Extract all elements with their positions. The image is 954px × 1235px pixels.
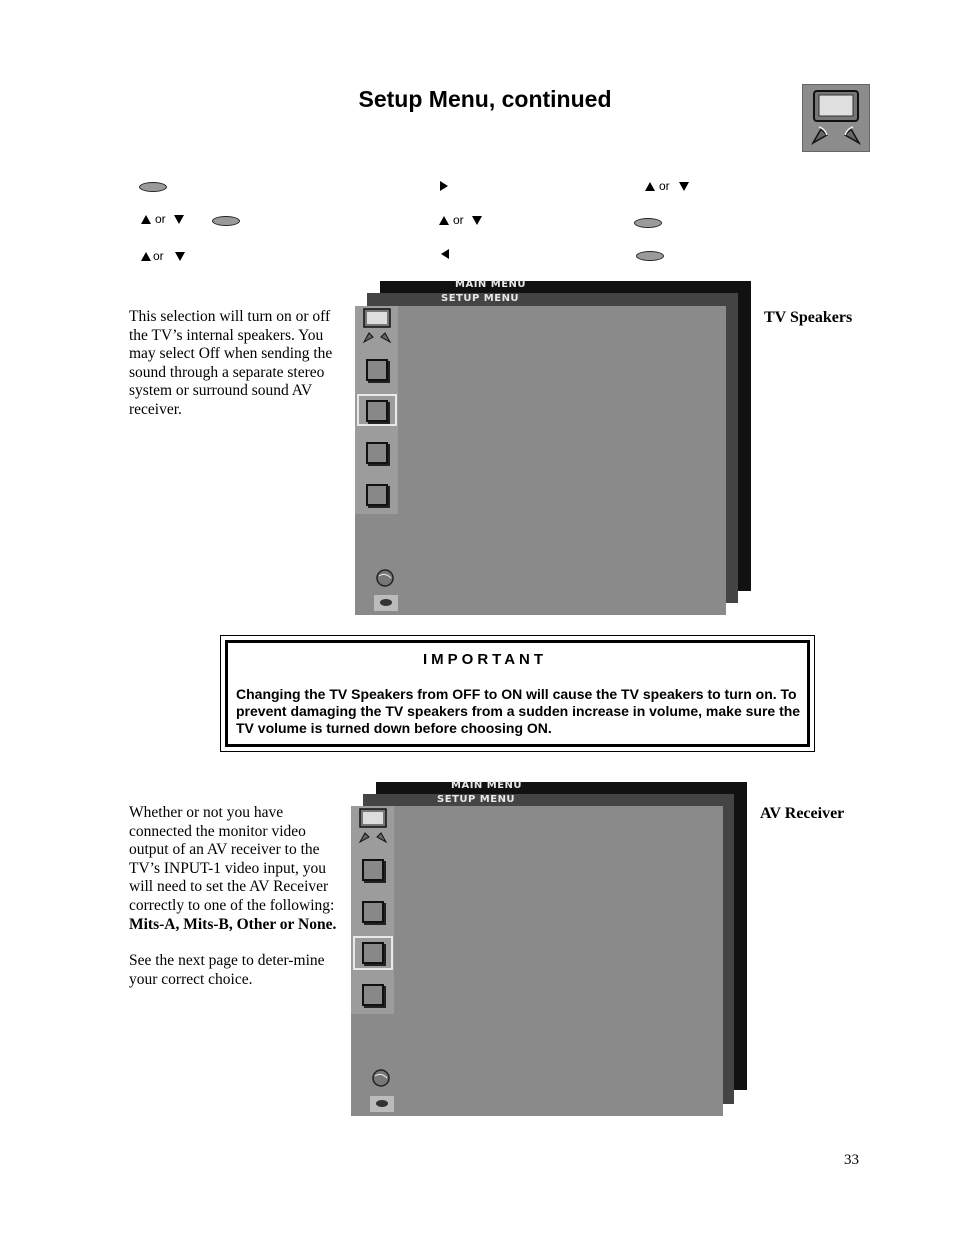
menu-book-icon (366, 400, 388, 422)
main-menu-title: MAIN MENU (451, 780, 523, 791)
remote-button-icon (139, 182, 167, 192)
av-receiver-note: See the next page to deter-mine your correct choice. (129, 952, 325, 988)
down-arrow-icon (175, 252, 185, 261)
setup-menu-title: SETUP MENU (441, 293, 520, 304)
menu-book-icon (362, 859, 384, 881)
up-arrow-icon (439, 216, 449, 225)
exit-button-icon (370, 1096, 394, 1112)
down-arrow-icon (472, 216, 482, 225)
av-receiver-description (129, 804, 339, 989)
remote-button-icon (212, 216, 240, 226)
tv-speakers-icon (361, 308, 393, 349)
setup-menu-title: SETUP MENU (437, 794, 516, 805)
menu-book-icon (362, 901, 384, 923)
or-text: or (453, 213, 464, 227)
important-box (225, 640, 810, 747)
page-number: 33 (844, 1152, 859, 1168)
or-text: or (659, 179, 670, 193)
setup-menu-panel (351, 806, 723, 1116)
or-text: or (153, 249, 164, 263)
globe-icon (371, 1068, 391, 1093)
tv-speakers-description: This selection will turn on or off the TV’s internal speakers. You may select Off when sending the sound through a separate stereo system or surround sound AV receiver. (129, 308, 333, 418)
av-receiver-options: Mits-A, Mits-B, Other or None. (129, 915, 337, 933)
important-title: IMPORTANT (423, 651, 548, 668)
remote-button-icon (636, 251, 664, 261)
menu-book-icon (362, 984, 384, 1006)
down-arrow-icon (174, 215, 184, 224)
up-arrow-icon (645, 182, 655, 191)
tv-speakers-icon (802, 84, 870, 152)
menu-book-icon (362, 942, 384, 964)
tv-speakers-label: TV Speakers (764, 309, 853, 326)
important-text: Changing the TV Speakers from OFF to ON will cause the TV speakers to turn on. To prevent damaging the TV speakers from a sudden increase in volume, make sure the TV volume is turned down before choosing ON. (236, 686, 801, 736)
remote-button-icon (634, 218, 662, 228)
page-title: Setup Menu, continued (358, 86, 612, 112)
up-arrow-icon (141, 215, 151, 224)
setup-menu-panel (355, 306, 726, 615)
right-arrow-icon (440, 181, 448, 191)
up-arrow-icon (141, 252, 151, 261)
av-receiver-label: AV Receiver (760, 805, 845, 822)
main-menu-title: MAIN MENU (455, 279, 527, 290)
tv-speakers-icon (357, 808, 389, 849)
menu-book-icon (366, 442, 388, 464)
left-arrow-icon (441, 249, 449, 259)
or-text: or (155, 212, 166, 226)
menu-book-icon (366, 359, 388, 381)
down-arrow-icon (679, 182, 689, 191)
exit-button-icon (374, 595, 398, 611)
globe-icon (375, 568, 395, 593)
menu-book-icon (366, 484, 388, 506)
av-receiver-description-lead: Whether or not you have connected the monitor video output of an AV receiver to the TV’s INPUT-1 video input, you will need to set the AV Receiver correctly to one of the following: (129, 804, 335, 914)
